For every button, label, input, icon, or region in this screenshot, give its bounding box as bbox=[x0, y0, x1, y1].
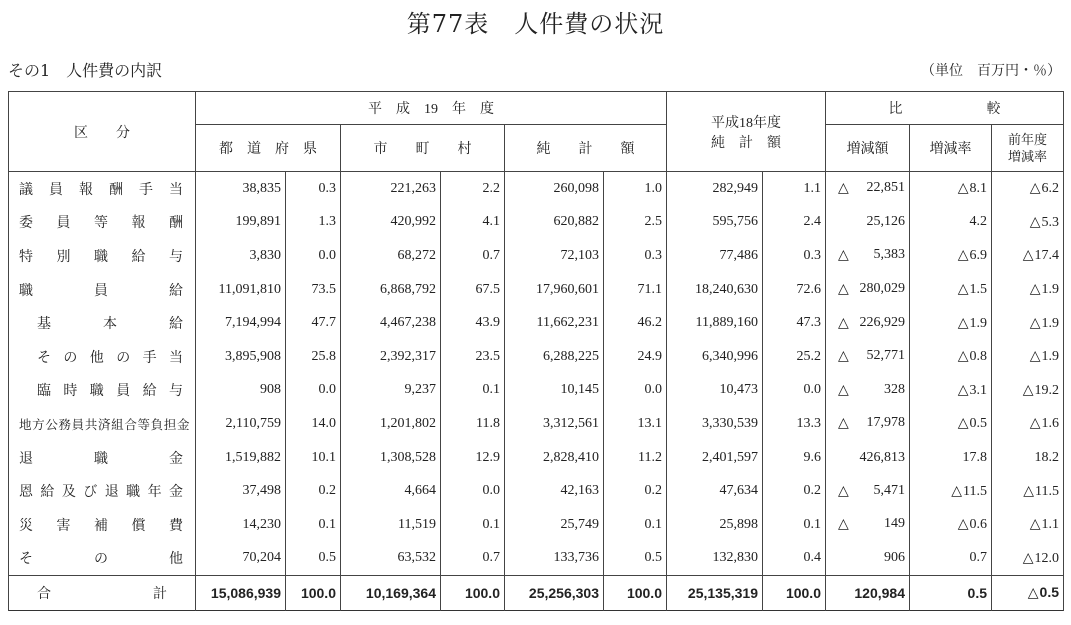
cell-city-value: 1,201,802 bbox=[341, 407, 441, 441]
decrease-mark: △ bbox=[957, 181, 969, 197]
decrease-mark: △ bbox=[1029, 416, 1041, 432]
cell-h18-value: 77,486 bbox=[667, 239, 763, 273]
cell-diff-value: 52,771 bbox=[866, 348, 905, 364]
decrease-mark: △ bbox=[838, 282, 849, 298]
cell-city-pct: 4.1 bbox=[441, 206, 505, 240]
row-label-text: 職員給 bbox=[19, 283, 183, 299]
cell-net-value: 620,882 bbox=[505, 206, 604, 240]
cell-h18-pct: 1.1 bbox=[763, 172, 826, 206]
cell-rate bbox=[910, 474, 992, 508]
cell-rate bbox=[910, 576, 992, 611]
cell-net-pct: 0.5 bbox=[604, 542, 667, 576]
row-label-text: 基本給 bbox=[37, 317, 183, 333]
row-label bbox=[9, 340, 196, 374]
cell-pref-value: 199,891 bbox=[196, 206, 286, 240]
cell-diff-value: 328 bbox=[884, 381, 905, 397]
cell-city-pct: 67.5 bbox=[441, 273, 505, 307]
row-label bbox=[9, 407, 196, 441]
cell-prev-rate-value: 1.9 bbox=[1041, 349, 1060, 365]
cell-prev-rate-value: 11.5 bbox=[1035, 483, 1060, 499]
cell-city-pct: 12.9 bbox=[441, 441, 505, 475]
cell-pref-value: 2,110,759 bbox=[196, 407, 286, 441]
cell-diff-value: 426,813 bbox=[859, 449, 905, 465]
cell-net-value: 72,103 bbox=[505, 239, 604, 273]
decrease-mark: △ bbox=[1023, 483, 1035, 499]
cell-diff bbox=[826, 441, 910, 475]
decrease-mark: △ bbox=[1022, 550, 1034, 566]
cell-city-pct: 0.7 bbox=[441, 542, 505, 576]
decrease-mark: △ bbox=[838, 382, 849, 398]
row-label-text: 議員報酬手当 bbox=[19, 182, 183, 198]
table-row bbox=[9, 441, 1064, 475]
cell-pref-value: 11,091,810 bbox=[196, 273, 286, 307]
cell-pref-pct: 0.2 bbox=[286, 474, 341, 508]
cell-net-value: 25,256,303 bbox=[505, 576, 604, 611]
cell-net-value: 25,749 bbox=[505, 508, 604, 542]
cell-net-pct: 0.0 bbox=[604, 374, 667, 408]
cell-pref-pct: 25.8 bbox=[286, 340, 341, 374]
cell-h18-value: 595,756 bbox=[667, 206, 763, 240]
cell-diff bbox=[826, 508, 910, 542]
cell-diff-value: 906 bbox=[884, 550, 905, 566]
cell-pref-value: 70,204 bbox=[196, 542, 286, 576]
header-h18-line2: 純 計 額 bbox=[711, 135, 781, 151]
cell-pref-pct: 10.1 bbox=[286, 441, 341, 475]
header-prev-rate bbox=[992, 125, 1064, 172]
cell-h18-value: 10,473 bbox=[667, 374, 763, 408]
table-row bbox=[9, 474, 1064, 508]
cell-net-value: 17,960,601 bbox=[505, 273, 604, 307]
cell-prev-rate-value: 1.9 bbox=[1041, 282, 1060, 298]
decrease-mark: △ bbox=[957, 349, 969, 365]
cell-city-pct: 0.7 bbox=[441, 239, 505, 273]
header-compare: 比 較 bbox=[826, 92, 1064, 125]
row-label-text: 地方公務員共済組合等負担金 bbox=[19, 417, 189, 432]
cell-h18-pct: 25.2 bbox=[763, 340, 826, 374]
decrease-mark: △ bbox=[957, 315, 969, 331]
cell-rate-value: 1.9 bbox=[969, 315, 987, 331]
cell-city-pct: 2.2 bbox=[441, 172, 505, 206]
cell-city-value: 4,467,238 bbox=[341, 306, 441, 340]
row-label-text: 臨時職員給与 bbox=[37, 384, 183, 400]
cell-diff-value: 5,471 bbox=[873, 482, 905, 498]
cell-net-pct: 0.3 bbox=[604, 239, 667, 273]
row-label-text: その他 bbox=[19, 552, 183, 568]
row-label-text: 恩給及び退職年金 bbox=[19, 485, 183, 501]
cell-city-value: 1,308,528 bbox=[341, 441, 441, 475]
cell-pref-value: 7,194,994 bbox=[196, 306, 286, 340]
row-label-text: その他の手当 bbox=[37, 350, 183, 366]
decrease-mark: △ bbox=[838, 315, 849, 331]
cell-net-pct: 0.2 bbox=[604, 474, 667, 508]
cell-diff-value: 17,978 bbox=[866, 415, 905, 431]
cell-pref-pct: 0.0 bbox=[286, 374, 341, 408]
decrease-mark: △ bbox=[838, 181, 849, 197]
cell-prev-rate-value: 17.4 bbox=[1034, 248, 1060, 264]
cell-rate-value: 0.6 bbox=[969, 517, 987, 533]
table-row bbox=[9, 576, 1064, 611]
cell-rate bbox=[910, 206, 992, 240]
decrease-mark: △ bbox=[1022, 248, 1034, 264]
cell-city-value: 68,272 bbox=[341, 239, 441, 273]
cell-prev-rate bbox=[992, 172, 1064, 206]
cell-rate-value: 8.1 bbox=[969, 181, 987, 197]
cell-city-pct: 100.0 bbox=[441, 576, 505, 611]
cell-prev-rate-value: 12.0 bbox=[1034, 550, 1060, 566]
header-net-total: 純 計 額 bbox=[505, 125, 667, 172]
cell-rate bbox=[910, 306, 992, 340]
table-row bbox=[9, 374, 1064, 408]
cell-diff-value: 25,126 bbox=[866, 214, 905, 230]
cell-pref-value: 14,230 bbox=[196, 508, 286, 542]
cell-diff bbox=[826, 407, 910, 441]
cell-pref-value: 908 bbox=[196, 374, 286, 408]
cell-prev-rate bbox=[992, 474, 1064, 508]
cell-rate-value: 0.5 bbox=[967, 584, 987, 601]
row-label bbox=[9, 441, 196, 475]
cell-city-value: 10,169,364 bbox=[341, 576, 441, 611]
cell-prev-rate bbox=[992, 441, 1064, 475]
cell-diff bbox=[826, 273, 910, 307]
row-label bbox=[9, 374, 196, 408]
decrease-mark: △ bbox=[1022, 382, 1034, 398]
cell-net-value: 260,098 bbox=[505, 172, 604, 206]
cell-rate bbox=[910, 239, 992, 273]
cell-prev-rate bbox=[992, 374, 1064, 408]
table-subtitle: その1 人件費の内訳 bbox=[8, 61, 163, 80]
cell-rate-value: 6.9 bbox=[969, 248, 987, 264]
decrease-mark: △ bbox=[1029, 517, 1041, 533]
row-label-text: 災害補償費 bbox=[19, 518, 183, 534]
cell-rate bbox=[910, 340, 992, 374]
cell-h18-value: 3,330,539 bbox=[667, 407, 763, 441]
cell-diff-value: 149 bbox=[884, 516, 905, 532]
decrease-mark: △ bbox=[957, 382, 969, 398]
header-prev-rate-line2: 増減率 bbox=[1008, 149, 1048, 164]
unit-note: （単位 百万円・％） bbox=[921, 63, 1061, 79]
cell-rate-value: 0.8 bbox=[969, 349, 987, 365]
header-municipality: 市 町 村 bbox=[341, 125, 505, 172]
cell-rate bbox=[910, 407, 992, 441]
cell-prev-rate-value: 5.3 bbox=[1041, 214, 1060, 230]
header-prefecture: 都 道 府 県 bbox=[196, 125, 341, 172]
cell-pref-value: 38,835 bbox=[196, 172, 286, 206]
personnel-cost-table bbox=[8, 91, 1064, 611]
row-label bbox=[9, 542, 196, 576]
cell-diff-value: 226,929 bbox=[859, 314, 905, 330]
table-row bbox=[9, 239, 1064, 273]
table-row bbox=[9, 172, 1064, 206]
decrease-mark: △ bbox=[957, 416, 969, 432]
cell-prev-rate bbox=[992, 273, 1064, 307]
cell-prev-rate bbox=[992, 340, 1064, 374]
header-h18 bbox=[667, 92, 826, 172]
cell-rate bbox=[910, 374, 992, 408]
cell-rate-value: 3.1 bbox=[969, 382, 987, 398]
cell-rate-value: 0.7 bbox=[969, 550, 987, 566]
cell-diff bbox=[826, 340, 910, 374]
cell-net-pct: 11.2 bbox=[604, 441, 667, 475]
cell-rate bbox=[910, 508, 992, 542]
cell-diff bbox=[826, 374, 910, 408]
cell-net-pct: 46.2 bbox=[604, 306, 667, 340]
decrease-mark: △ bbox=[957, 517, 969, 533]
cell-prev-rate-value: 1.6 bbox=[1041, 416, 1060, 432]
cell-h18-value: 282,949 bbox=[667, 172, 763, 206]
cell-h18-pct: 72.6 bbox=[763, 273, 826, 307]
row-label bbox=[9, 239, 196, 273]
cell-h18-value: 6,340,996 bbox=[667, 340, 763, 374]
decrease-mark: △ bbox=[1029, 282, 1041, 298]
decrease-mark: △ bbox=[1029, 214, 1041, 230]
cell-h18-pct: 9.6 bbox=[763, 441, 826, 475]
decrease-mark: △ bbox=[838, 517, 849, 533]
cell-pref-value: 37,498 bbox=[196, 474, 286, 508]
cell-prev-rate-value: 6.2 bbox=[1041, 181, 1060, 197]
cell-city-value: 6,868,792 bbox=[341, 273, 441, 307]
cell-net-pct: 2.5 bbox=[604, 206, 667, 240]
cell-prev-rate bbox=[992, 576, 1064, 611]
cell-rate bbox=[910, 172, 992, 206]
header-h18-line1: 平成18年度 bbox=[711, 115, 781, 131]
row-label bbox=[9, 273, 196, 307]
cell-rate-value: 4.2 bbox=[969, 214, 987, 230]
cell-h18-pct: 2.4 bbox=[763, 206, 826, 240]
cell-pref-pct: 0.0 bbox=[286, 239, 341, 273]
cell-prev-rate-value: 19.2 bbox=[1034, 382, 1060, 398]
decrease-mark: △ bbox=[838, 483, 849, 499]
table-row bbox=[9, 340, 1064, 374]
row-label-text: 特別職給与 bbox=[19, 249, 183, 265]
cell-rate-value: 1.5 bbox=[969, 282, 987, 298]
decrease-mark: △ bbox=[838, 248, 849, 264]
cell-h18-pct: 0.4 bbox=[763, 542, 826, 576]
cell-prev-rate bbox=[992, 407, 1064, 441]
cell-pref-pct: 0.5 bbox=[286, 542, 341, 576]
cell-prev-rate-value: 0.5 bbox=[1039, 584, 1060, 601]
cell-rate-value: 0.5 bbox=[969, 416, 987, 432]
row-label bbox=[9, 172, 196, 206]
cell-net-value: 2,828,410 bbox=[505, 441, 604, 475]
cell-city-value: 2,392,317 bbox=[341, 340, 441, 374]
decrease-mark: △ bbox=[1029, 349, 1041, 365]
row-label bbox=[9, 576, 196, 611]
cell-prev-rate bbox=[992, 206, 1064, 240]
cell-net-value: 3,312,561 bbox=[505, 407, 604, 441]
cell-rate bbox=[910, 441, 992, 475]
cell-prev-rate bbox=[992, 306, 1064, 340]
cell-city-value: 4,664 bbox=[341, 474, 441, 508]
cell-h18-pct: 13.3 bbox=[763, 407, 826, 441]
cell-city-pct: 43.9 bbox=[441, 306, 505, 340]
cell-city-value: 63,532 bbox=[341, 542, 441, 576]
decrease-mark: △ bbox=[1029, 315, 1041, 331]
cell-h18-pct: 0.1 bbox=[763, 508, 826, 542]
header-diff: 増減額 bbox=[826, 125, 910, 172]
page-title: 第77表 人件費の状況 bbox=[406, 10, 665, 38]
cell-pref-pct: 73.5 bbox=[286, 273, 341, 307]
row-label bbox=[9, 508, 196, 542]
decrease-mark: △ bbox=[838, 349, 849, 365]
cell-diff-value: 280,029 bbox=[859, 281, 905, 297]
cell-h18-pct: 47.3 bbox=[763, 306, 826, 340]
cell-diff bbox=[826, 172, 910, 206]
cell-pref-value: 3,830 bbox=[196, 239, 286, 273]
table-row bbox=[9, 542, 1064, 576]
cell-net-value: 11,662,231 bbox=[505, 306, 604, 340]
cell-net-value: 6,288,225 bbox=[505, 340, 604, 374]
cell-net-value: 42,163 bbox=[505, 474, 604, 508]
header-prev-rate-line1: 前年度 bbox=[1008, 132, 1048, 147]
cell-h18-value: 11,889,160 bbox=[667, 306, 763, 340]
cell-h18-value: 25,898 bbox=[667, 508, 763, 542]
table-body bbox=[9, 172, 1064, 611]
row-label bbox=[9, 206, 196, 240]
cell-net-value: 10,145 bbox=[505, 374, 604, 408]
table-row bbox=[9, 206, 1064, 240]
cell-prev-rate bbox=[992, 542, 1064, 576]
cell-city-value: 221,263 bbox=[341, 172, 441, 206]
cell-net-pct: 1.0 bbox=[604, 172, 667, 206]
cell-diff bbox=[826, 306, 910, 340]
table-row bbox=[9, 306, 1064, 340]
decrease-mark: △ bbox=[957, 248, 969, 264]
decrease-mark: △ bbox=[1027, 584, 1039, 601]
cell-h18-pct: 0.0 bbox=[763, 374, 826, 408]
cell-diff bbox=[826, 206, 910, 240]
cell-net-pct: 71.1 bbox=[604, 273, 667, 307]
row-label-text: 合計 bbox=[37, 586, 167, 602]
header-h19: 平 成 19 年 度 bbox=[196, 92, 667, 125]
cell-rate bbox=[910, 273, 992, 307]
cell-prev-rate-value: 18.2 bbox=[1034, 449, 1060, 465]
cell-h18-value: 2,401,597 bbox=[667, 441, 763, 475]
cell-rate-value: 11.5 bbox=[963, 483, 987, 499]
cell-rate-value: 17.8 bbox=[962, 449, 987, 465]
cell-net-pct: 13.1 bbox=[604, 407, 667, 441]
cell-h18-pct: 0.3 bbox=[763, 239, 826, 273]
cell-city-pct: 0.1 bbox=[441, 374, 505, 408]
cell-h18-value: 47,634 bbox=[667, 474, 763, 508]
cell-net-pct: 100.0 bbox=[604, 576, 667, 611]
cell-diff-value: 22,851 bbox=[866, 180, 905, 196]
cell-city-pct: 23.5 bbox=[441, 340, 505, 374]
cell-pref-pct: 0.1 bbox=[286, 508, 341, 542]
decrease-mark: △ bbox=[838, 416, 849, 432]
cell-h18-value: 132,830 bbox=[667, 542, 763, 576]
cell-city-pct: 0.1 bbox=[441, 508, 505, 542]
row-label bbox=[9, 474, 196, 508]
cell-pref-pct: 1.3 bbox=[286, 206, 341, 240]
row-label-text: 委員等報酬 bbox=[19, 216, 183, 232]
cell-pref-value: 15,086,939 bbox=[196, 576, 286, 611]
decrease-mark: △ bbox=[1029, 181, 1041, 197]
cell-pref-value: 1,519,882 bbox=[196, 441, 286, 475]
decrease-mark: △ bbox=[957, 282, 969, 298]
cell-pref-pct: 0.3 bbox=[286, 172, 341, 206]
cell-city-pct: 11.8 bbox=[441, 407, 505, 441]
cell-diff-value: 120,984 bbox=[854, 584, 905, 601]
cell-prev-rate bbox=[992, 508, 1064, 542]
cell-net-value: 133,736 bbox=[505, 542, 604, 576]
cell-pref-value: 3,895,908 bbox=[196, 340, 286, 374]
cell-prev-rate-value: 1.1 bbox=[1041, 517, 1060, 533]
cell-diff-value: 5,383 bbox=[873, 247, 905, 263]
cell-net-pct: 0.1 bbox=[604, 508, 667, 542]
cell-diff bbox=[826, 474, 910, 508]
cell-diff bbox=[826, 239, 910, 273]
table-row bbox=[9, 407, 1064, 441]
row-label-text: 退職金 bbox=[19, 451, 183, 467]
decrease-mark: △ bbox=[951, 483, 963, 499]
header-category: 区 分 bbox=[9, 92, 196, 172]
cell-pref-pct: 47.7 bbox=[286, 306, 341, 340]
header-rate: 増減率 bbox=[910, 125, 992, 172]
cell-diff bbox=[826, 542, 910, 576]
cell-prev-rate-value: 1.9 bbox=[1041, 315, 1060, 331]
table-row bbox=[9, 273, 1064, 307]
cell-h18-value: 18,240,630 bbox=[667, 273, 763, 307]
cell-city-value: 11,519 bbox=[341, 508, 441, 542]
cell-prev-rate bbox=[992, 239, 1064, 273]
cell-city-value: 420,992 bbox=[341, 206, 441, 240]
cell-rate bbox=[910, 542, 992, 576]
cell-net-pct: 24.9 bbox=[604, 340, 667, 374]
cell-h18-pct: 0.2 bbox=[763, 474, 826, 508]
cell-city-pct: 0.0 bbox=[441, 474, 505, 508]
row-label bbox=[9, 306, 196, 340]
cell-diff bbox=[826, 576, 910, 611]
cell-pref-pct: 14.0 bbox=[286, 407, 341, 441]
cell-h18-value: 25,135,319 bbox=[667, 576, 763, 611]
cell-city-value: 9,237 bbox=[341, 374, 441, 408]
cell-h18-pct: 100.0 bbox=[763, 576, 826, 611]
cell-pref-pct: 100.0 bbox=[286, 576, 341, 611]
table-row bbox=[9, 508, 1064, 542]
